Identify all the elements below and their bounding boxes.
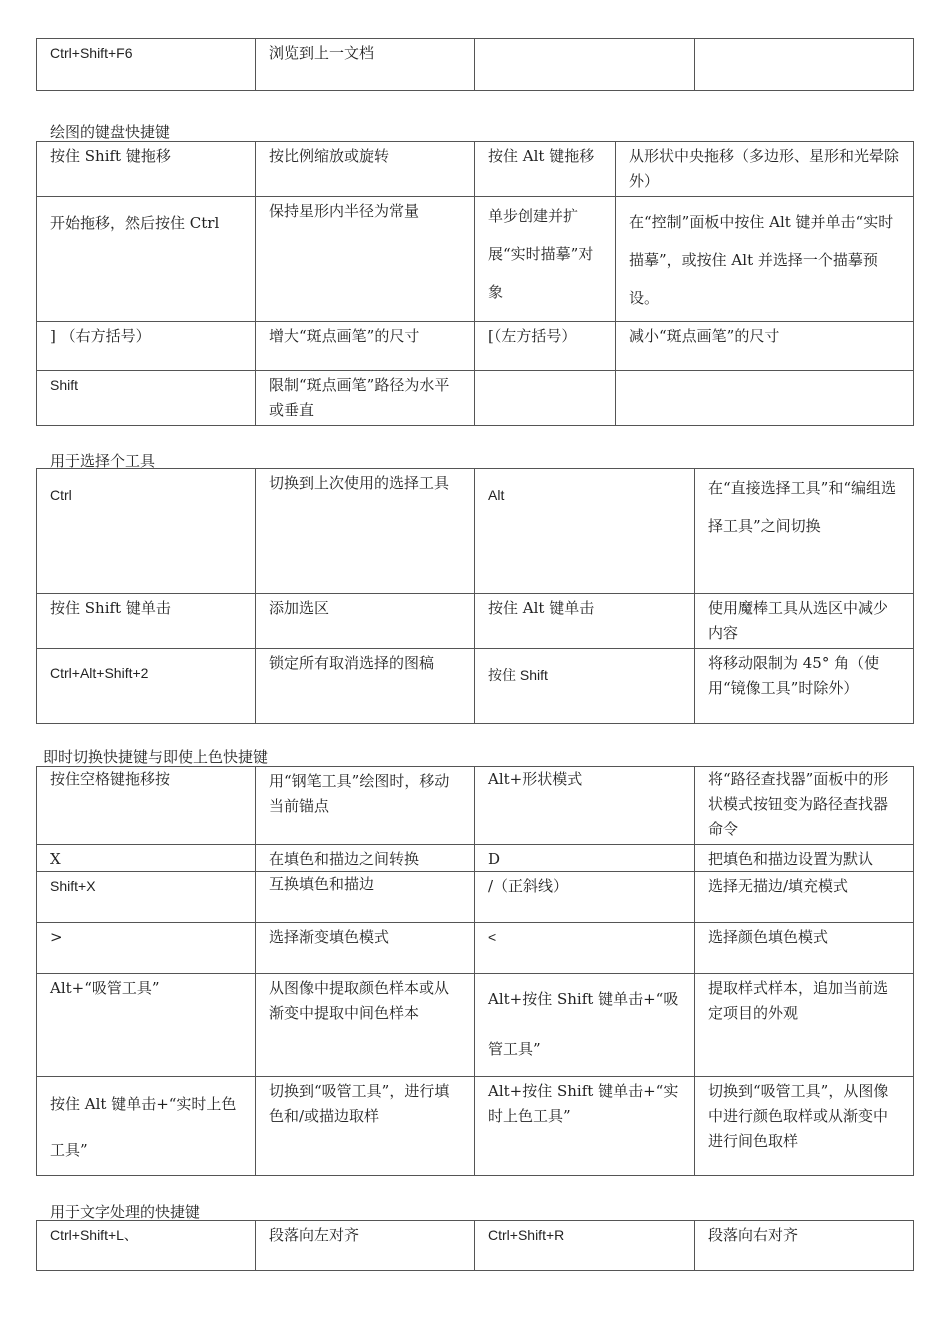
shortcut-key: D xyxy=(475,845,695,872)
shortcut-table-0 xyxy=(36,38,914,91)
shortcut-key: Shift xyxy=(37,371,256,426)
shortcut-key: Shift+X xyxy=(37,872,256,923)
shortcut-key: Ctrl+Shift+R xyxy=(475,1221,695,1271)
shortcut-key: 按住 Alt 键单击 xyxy=(475,594,695,649)
table-row xyxy=(37,923,914,974)
shortcut-action xyxy=(616,371,914,426)
shortcut-key: Alt+按住 Shift 键单击+“吸管工具” xyxy=(475,974,695,1077)
table-row xyxy=(37,1077,914,1176)
shortcut-key: 按住 Alt 键拖移 xyxy=(475,142,616,197)
shortcut-action: 段落向左对齐 xyxy=(256,1221,475,1271)
shortcut-action: 使用魔棒工具从选区中减少内容 xyxy=(695,594,914,649)
table-row xyxy=(37,845,914,872)
table-row xyxy=(37,594,914,649)
shortcut-action: 从图像中提取颜色样本或从渐变中提取中间色样本 xyxy=(256,974,475,1077)
shortcut-action: 选择无描边/填充模式 xyxy=(695,872,914,923)
section-title-text: 用于文字处理的快捷键 xyxy=(50,1203,201,1221)
shortcut-key: Alt+按住 Shift 键单击+“实时上色工具” xyxy=(475,1077,695,1176)
section-title-instant-switch: 即时切换快捷键与即使上色快捷键 xyxy=(43,748,269,766)
shortcut-action: 浏览到上一文档 xyxy=(256,39,475,91)
shortcut-action: 用“钢笔工具”绘图时，移动当前锚点 xyxy=(256,767,475,845)
shortcut-key: Alt+形状模式 xyxy=(475,767,695,845)
shortcut-action: 从形状中央拖移（多边形、星形和光晕除外） xyxy=(616,142,914,197)
shortcut-action: 在填色和描边之间转换 xyxy=(256,845,475,872)
shortcut-action: 切换到“吸管工具”，进行填色和/或描边取样 xyxy=(256,1077,475,1176)
shortcut-table-drawing xyxy=(36,141,914,426)
table-row xyxy=(37,767,914,845)
table-row xyxy=(37,872,914,923)
shortcut-key: > xyxy=(37,923,256,974)
shortcut-action: 保持星形内半径为常量 xyxy=(256,197,475,322)
shortcut-action: 提取样式样本，追加当前选定项目的外观 xyxy=(695,974,914,1077)
shortcut-action: 将“路径查找器”面板中的形状模式按钮变为路径查找器命令 xyxy=(695,767,914,845)
table-row xyxy=(37,322,914,371)
shortcut-key: 按住 Shift 键单击 xyxy=(37,594,256,649)
shortcut-key: 按住 Shift 键拖移 xyxy=(37,142,256,197)
shortcut-action: 添加选区 xyxy=(256,594,475,649)
shortcut-action: 在“直接选择工具”和“编组选择工具”之间切换 xyxy=(695,469,914,594)
shortcut-action: 选择渐变填色模式 xyxy=(256,923,475,974)
shortcut-key: Alt+“吸管工具” xyxy=(37,974,256,1077)
shortcut-key: 按住空格键拖移按 xyxy=(37,767,256,845)
shortcut-action: 选择颜色填色模式 xyxy=(695,923,914,974)
shortcut-key: Ctrl+Alt+Shift+2 xyxy=(37,649,256,724)
shortcut-key xyxy=(475,371,616,426)
shortcut-action: 互换填色和描边 xyxy=(256,872,475,923)
shortcut-key: Ctrl xyxy=(37,469,256,594)
shortcut-action: 增大“斑点画笔”的尺寸 xyxy=(256,322,475,371)
table-row xyxy=(37,142,914,197)
shortcut-action: 段落向右对齐 xyxy=(695,1221,914,1271)
shortcut-key: X xyxy=(37,845,256,872)
table-row xyxy=(37,371,914,426)
shortcut-table-instant-switch xyxy=(36,766,914,1176)
shortcut-key: 单步创建并扩展“实时描摹”对象 xyxy=(475,197,616,322)
section-title-drawing: 绘图的键盘快捷键 xyxy=(50,123,171,141)
shortcut-table-selection xyxy=(36,468,914,724)
table-row xyxy=(37,197,914,322)
shortcut-key: /（正斜线） xyxy=(475,872,695,923)
shortcut-key xyxy=(475,39,695,91)
shortcut-action: 按比例缩放或旋转 xyxy=(256,142,475,197)
shortcut-key: 按住 Shift xyxy=(475,649,695,724)
shortcut-key: 开始拖移，然后按住 Ctrl xyxy=(37,197,256,322)
shortcut-key: Alt xyxy=(475,469,695,594)
shortcut-key: < xyxy=(475,923,695,974)
section-title-selection: 用于选择个工具 xyxy=(50,452,156,470)
table-row xyxy=(37,1221,914,1271)
table-row xyxy=(37,39,914,91)
shortcut-key: [（左方括号） xyxy=(475,322,616,371)
shortcut-action: 切换到上次使用的选择工具 xyxy=(256,469,475,594)
table-row xyxy=(37,649,914,724)
table-row xyxy=(37,974,914,1077)
shortcut-action: 把填色和描边设置为默认 xyxy=(695,845,914,872)
table-row xyxy=(37,469,914,594)
shortcut-action: 在“控制”面板中按住 Alt 键并单击“实时描摹”，或按住 Alt 并选择一个描摹预设。 xyxy=(616,197,914,322)
shortcut-key: Ctrl+Shift+L、 xyxy=(37,1221,256,1271)
shortcut-key: Ctrl+Shift+F6 xyxy=(37,39,256,91)
shortcut-table-text xyxy=(36,1220,914,1271)
shortcut-key: ] （右方括号） xyxy=(37,322,256,371)
shortcut-action: 切换到“吸管工具”，从图像中进行颜色取样或从渐变中进行间色取样 xyxy=(695,1077,914,1176)
shortcut-action xyxy=(695,39,914,91)
shortcut-key: 按住 Alt 键单击+“实时上色工具” xyxy=(37,1077,256,1176)
shortcut-action: 将移动限制为 45° 角（使用“镜像工具”时除外） xyxy=(695,649,914,724)
shortcut-action: 锁定所有取消选择的图稿 xyxy=(256,649,475,724)
shortcut-action: 限制“斑点画笔”路径为水平或垂直 xyxy=(256,371,475,426)
shortcut-action: 减小“斑点画笔”的尺寸 xyxy=(616,322,914,371)
